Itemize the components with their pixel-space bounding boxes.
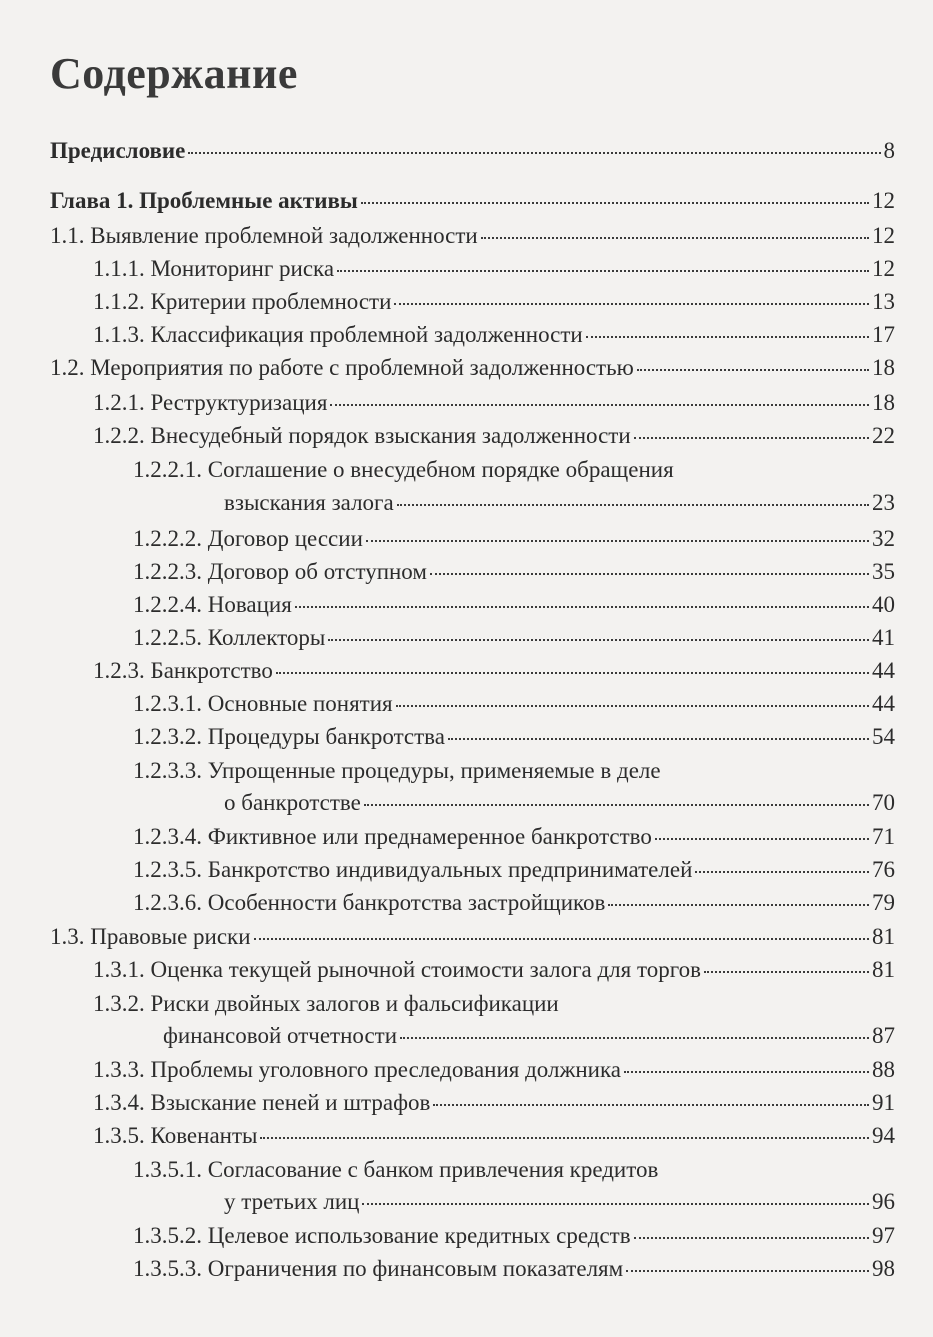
toc-entry-continuation [224, 488, 895, 518]
toc-entry-label [50, 353, 634, 383]
toc-entry-label [93, 421, 631, 451]
toc-entry-label [50, 221, 478, 251]
toc-entry [133, 689, 895, 719]
toc-entry-text: Классификация проблемной задолженности [150, 322, 583, 347]
leader-dots [655, 837, 869, 840]
toc-entry-text: Фиктивное или преднамеренное банкротство [207, 824, 652, 849]
toc-entry-label [93, 1055, 621, 1085]
toc-entry-label [93, 1121, 257, 1151]
toc-entry-number: 1.1.1. [93, 256, 145, 281]
toc-entry-label [133, 855, 692, 885]
toc-entry-number: 1.2.3.2. [133, 724, 202, 749]
toc-entry-number: 1.3.5. [93, 1123, 145, 1148]
toc-entry-label [50, 922, 251, 952]
toc-entry-label [93, 320, 583, 350]
toc-entry-preface [50, 136, 895, 166]
toc-page-number: 22 [872, 423, 895, 448]
toc-entry [133, 623, 895, 653]
toc-entry-text: Упрощенные процедуры, применяемые в деле [207, 758, 661, 783]
toc-entry [50, 221, 895, 251]
toc-entry [133, 1155, 895, 1185]
leader-dots [608, 903, 869, 906]
toc-entry-text: Особенности банкротства застройщиков [207, 890, 606, 915]
toc-entry-label [93, 955, 701, 985]
toc-entry-text: Банкротство индивидуальных предпринимателей [207, 857, 693, 882]
toc-entry [133, 756, 895, 786]
toc-entry-label [93, 254, 334, 284]
leader-dots [260, 1136, 869, 1139]
leader-dots [637, 368, 869, 371]
toc-entry-number: 1.3. [50, 924, 85, 949]
toc-entry-number: 1.2.2.5. [133, 625, 202, 650]
leader-dots [400, 1036, 869, 1039]
toc-page-number: 12 [872, 256, 895, 281]
toc-entry-number: 1.2.2.1. [133, 457, 202, 482]
toc-entry-number: 1.2.1. [93, 390, 145, 415]
toc-entry-label: финансовой отчетности [163, 1023, 398, 1048]
toc-entry-label: взыскания залога [224, 490, 394, 515]
toc-page-number: 97 [872, 1223, 895, 1248]
toc-entry-label [133, 623, 325, 653]
toc-entry-text: Проблемные активы [139, 188, 358, 213]
toc-page-number: 41 [872, 625, 895, 650]
toc-entry [93, 320, 895, 350]
toc-entry-number: 1.1. [50, 223, 85, 248]
leader-dots [364, 803, 869, 806]
leader-dots [634, 1236, 869, 1239]
toc-entry [133, 722, 895, 752]
toc-entry-number: 1.3.2. [93, 991, 145, 1016]
toc-entry-number: 1.2. [50, 355, 85, 380]
toc-entry-label [93, 388, 327, 418]
toc-entry-number: 1.2.3.3. [133, 758, 202, 783]
toc-entry-label [133, 1221, 631, 1251]
leader-dots [695, 870, 869, 873]
toc-entry [93, 421, 895, 451]
toc-entry-number: 1.3.5.1. [133, 1157, 202, 1182]
leader-dots [254, 937, 869, 940]
leader-dots [396, 704, 869, 707]
toc-page-number: 91 [872, 1090, 895, 1115]
leader-dots [330, 403, 869, 406]
toc-entry [133, 590, 895, 620]
toc-entry-number: 1.1.3. [93, 322, 145, 347]
toc-entry-label [133, 590, 292, 620]
toc-page-number: 18 [872, 390, 895, 415]
toc-entry-text: Банкротство [150, 658, 273, 683]
toc-entry-label [133, 524, 363, 554]
toc-entry-text: Риски двойных залогов и фальсификации [150, 991, 559, 1016]
toc-entry-label [133, 722, 445, 752]
toc-entry-text: Проблемы уголовного преследования должника [150, 1057, 622, 1082]
toc-entry-label: у третьих лиц [224, 1189, 360, 1214]
toc-entry-text: Правовые риски [90, 924, 251, 949]
toc-entry-label [93, 656, 273, 686]
leader-dots [328, 638, 869, 641]
toc-entry-label [50, 186, 358, 216]
toc-entry-number: 1.2.2.2. [133, 526, 202, 551]
toc-entry-number: 1.2.2. [93, 423, 145, 448]
toc-entry [93, 254, 895, 284]
toc-entry-number: 1.2.3.1. [133, 691, 202, 716]
toc-entry-text: Критерии проблемности [150, 289, 392, 314]
toc-page-number: 13 [872, 289, 895, 314]
toc-page-number: 8 [883, 138, 895, 163]
page-title: Содержание [50, 49, 298, 98]
toc-page-number: 44 [872, 691, 895, 716]
leader-dots [626, 1269, 869, 1272]
toc-entry-number: 1.2.2.3. [133, 559, 202, 584]
leader-dots [366, 539, 869, 542]
leader-dots [430, 572, 869, 575]
toc-entry [133, 888, 895, 918]
toc-entry [93, 287, 895, 317]
toc-entry-text: Ограничения по финансовым показателям [207, 1256, 624, 1281]
toc-entry-chapter-1 [50, 186, 895, 216]
leader-dots [624, 1070, 869, 1073]
toc-entry-label [133, 689, 393, 719]
toc-entry-label: Предисловие [50, 138, 186, 163]
leader-dots [394, 302, 869, 305]
toc-entry [93, 955, 895, 985]
toc-entry [93, 989, 895, 1019]
toc-entry [93, 1055, 895, 1085]
toc-entry [93, 1088, 895, 1118]
toc-page-number: 54 [872, 724, 895, 749]
toc-page-number: 96 [872, 1189, 895, 1214]
leader-dots [276, 671, 869, 674]
leader-dots [634, 436, 869, 439]
toc-entry-text: Процедуры банкротства [207, 724, 445, 749]
leader-dots [448, 737, 869, 740]
toc-entry [50, 922, 895, 952]
toc-entry-number: 1.3.1. [93, 957, 145, 982]
toc-entry [133, 822, 895, 852]
toc-entry-text: Целевое использование кредитных средств [207, 1223, 631, 1248]
toc-entry-text: Ковенанты [150, 1123, 258, 1148]
toc-entry-text: Мониторинг риска [150, 256, 335, 281]
toc-entry [93, 388, 895, 418]
toc-entry-number: Глава 1. [50, 188, 134, 213]
toc-page-number: 88 [872, 1057, 895, 1082]
toc-entry-number: 1.3.4. [93, 1090, 145, 1115]
leader-dots [188, 151, 880, 154]
toc-page-number: 32 [872, 526, 895, 551]
leader-dots [295, 605, 869, 608]
toc-entry-number: 1.2.3.6. [133, 890, 202, 915]
toc-page-number: 81 [872, 957, 895, 982]
toc-entry [93, 1121, 895, 1151]
toc-page-number: 18 [872, 355, 895, 380]
toc-page-number: 98 [872, 1256, 895, 1281]
toc-entry [93, 656, 895, 686]
toc-page-number: 94 [872, 1123, 895, 1148]
toc-entry-number: 1.1.2. [93, 289, 145, 314]
leader-dots [337, 269, 869, 272]
toc-page-number: 79 [872, 890, 895, 915]
toc-page-number: 81 [872, 924, 895, 949]
toc-entry-text: Согласование с банком привлечения кредитов [207, 1157, 659, 1182]
toc-entry-text: Внесудебный порядок взыскания задолженности [150, 423, 631, 448]
toc-entry-continuation [163, 1021, 895, 1051]
toc-page-number: 70 [872, 790, 895, 815]
toc-entry-number: 1.3.5.3. [133, 1256, 202, 1281]
leader-dots [361, 201, 869, 204]
toc-entry-label [133, 888, 605, 918]
toc-entry-number: 1.2.3. [93, 658, 145, 683]
toc-entry-continuation [224, 788, 895, 818]
toc-entry-text: Выявление проблемной задолженности [90, 223, 478, 248]
toc-entry-number: 1.2.3.4. [133, 824, 202, 849]
toc-entry-label [93, 1088, 430, 1118]
toc-entry-label [133, 557, 427, 587]
toc-entry-text: Основные понятия [207, 691, 393, 716]
toc-entry-text: Новация [207, 592, 292, 617]
toc-entry-text: Оценка текущей рыночной стоимости залога для торгов [150, 957, 701, 982]
toc-entry [133, 557, 895, 587]
toc-entry [50, 353, 895, 383]
leader-dots [481, 236, 869, 239]
toc-entry-text: Договор об отступном [207, 559, 427, 584]
toc-entry-number: 1.3.5.2. [133, 1223, 202, 1248]
toc-entry-number: 1.3.3. [93, 1057, 145, 1082]
toc-page-number: 12 [872, 223, 895, 248]
toc-page-number: 35 [872, 559, 895, 584]
toc-entry-label [133, 1254, 623, 1284]
toc-entry-number: 1.2.3.5. [133, 857, 202, 882]
toc-entry-continuation [224, 1187, 895, 1217]
toc-page-number: 12 [872, 188, 895, 213]
toc-entry-label [93, 287, 391, 317]
leader-dots [586, 335, 869, 338]
toc-page-number: 71 [872, 824, 895, 849]
toc-page-number: 40 [872, 592, 895, 617]
toc-entry-label [133, 822, 652, 852]
toc-page-number: 87 [872, 1023, 895, 1048]
toc-entry-text: Реструктуризация [150, 390, 328, 415]
toc-entry [133, 855, 895, 885]
toc-entry-text: Соглашение о внесудебном порядке обращения [207, 457, 674, 482]
toc-entry [133, 1221, 895, 1251]
toc-entry [133, 1254, 895, 1284]
toc-page-number: 44 [872, 658, 895, 683]
toc-entry [133, 524, 895, 554]
leader-dots [704, 970, 869, 973]
toc-entry [133, 455, 895, 485]
leader-dots [397, 503, 869, 506]
toc-page-number: 23 [872, 490, 895, 515]
toc-page-number: 76 [872, 857, 895, 882]
toc-entry-label: о банкротстве [224, 790, 361, 815]
toc-entry-text: Коллекторы [207, 625, 326, 650]
leader-dots [362, 1202, 869, 1205]
toc-entry-text: Договор цессии [207, 526, 363, 551]
toc-entry-number: 1.2.2.4. [133, 592, 202, 617]
toc-entry-text: Мероприятия по работе с проблемной задолженностью [90, 355, 634, 380]
toc-entry-text: Взыскание пеней и штрафов [150, 1090, 431, 1115]
toc-page-number: 17 [872, 322, 895, 347]
leader-dots [433, 1103, 869, 1106]
